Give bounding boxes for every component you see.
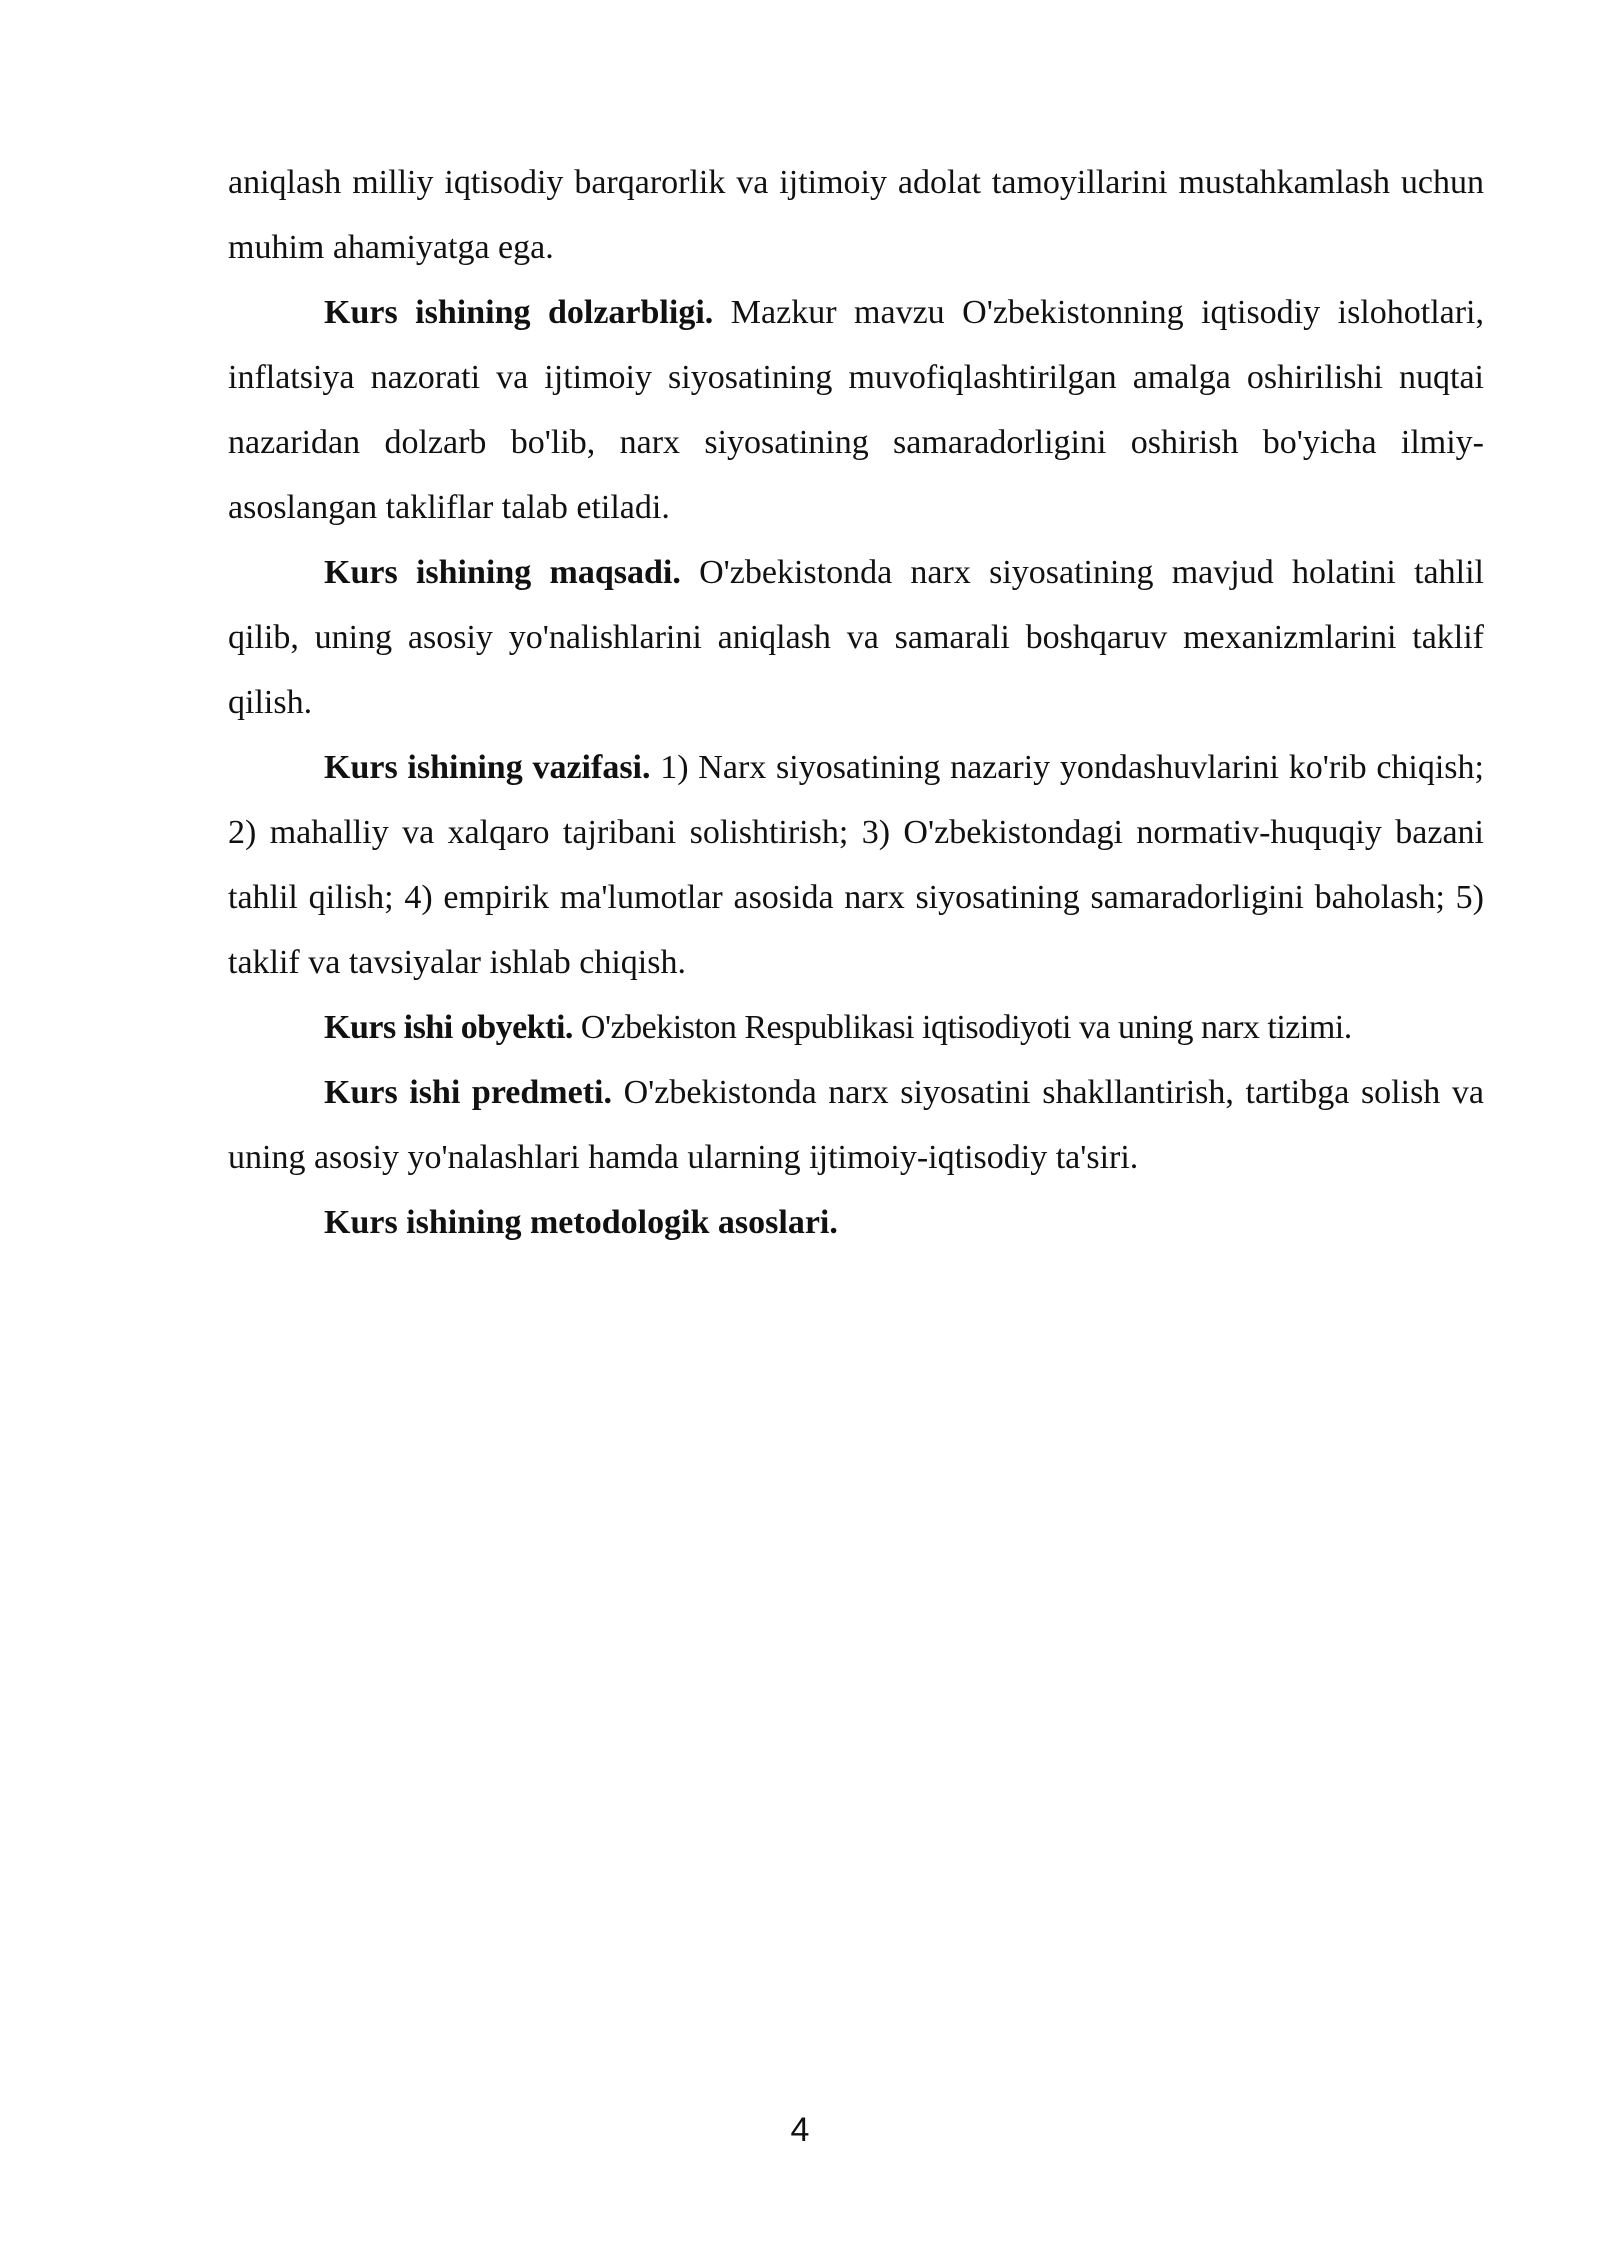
paragraph-goal: [228, 540, 1484, 735]
paragraph-heading-object: Kurs ishi obyekti.: [324, 1009, 573, 1046]
page-number: 4: [790, 2111, 810, 2149]
paragraph-text: O'zbekistonda narx siyosatini shakllantirish, tartibga solish va uning asosiy yo'nalashlari hamda ularning ijtimoiy-iqtisodiy ta'siri.: [228, 1074, 1484, 1176]
paragraph-tasks: [228, 735, 1484, 995]
paragraph-object: [228, 995, 1484, 1060]
paragraph-methodology: [228, 1190, 1484, 1255]
paragraph-heading-subject: Kurs ishi predmeti.: [324, 1074, 612, 1111]
paragraph-text: Mazkur mavzu O'zbekistonning iqtisodiy islohotlari, inflatsiya nazorati va ijtimoiy siyosatining muvofiqlashtirilgan amalga oshirilishi nuqtai nazaridan dolzarb bo'lib, narx siyosatining samaradorligini oshirish bo'yicha ilmiy-asoslangan takliflar talab etiladi.: [228, 294, 1485, 526]
paragraph-heading-goal: Kurs ishining maqsadi.: [324, 554, 681, 591]
paragraph-text: O'zbekistonda narx siyosatining mavjud holatini tahlil qilib, uning asosiy yo'nalishlarini aniqlash va samarali boshqaruv mexanizmlarini taklif qilish.: [228, 554, 1484, 721]
paragraph-relevance: [228, 280, 1484, 540]
paragraph-text: aniqlash milliy iqtisodiy barqarorlik va ijtimoiy adolat tamoyillarini mustahkamlash uchun muhim ahamiyatga ega.: [228, 164, 1484, 266]
paragraph-heading-methodology: Kurs ishining metodologik asoslari.: [324, 1204, 838, 1241]
paragraph-heading-tasks: Kurs ishining vazifasi.: [324, 749, 651, 786]
paragraph-text: 1) Narx siyosatining nazariy yondashuvlarini ko'rib chiqish; 2) mahalliy va xalqaro tajribani solishtirish; 3) O'zbekistondagi normativ-huquqiy bazani tahlil qilish; 4) empirik ma'lumotlar asosida narx siyosatining samaradorligini baholash; 5) taklif va tavsiyalar ishlab chiqish.: [228, 749, 1484, 981]
paragraph-intro-continuation: [228, 150, 1484, 280]
paragraph-subject: [228, 1060, 1484, 1190]
document-body: [228, 150, 1484, 1255]
paragraph-heading-relevance: Kurs ishining dolzarbligi.: [324, 294, 714, 331]
paragraph-text: O'zbekiston Respublikasi iqtisodiyoti va uning narx tizimi.: [572, 1009, 1352, 1046]
